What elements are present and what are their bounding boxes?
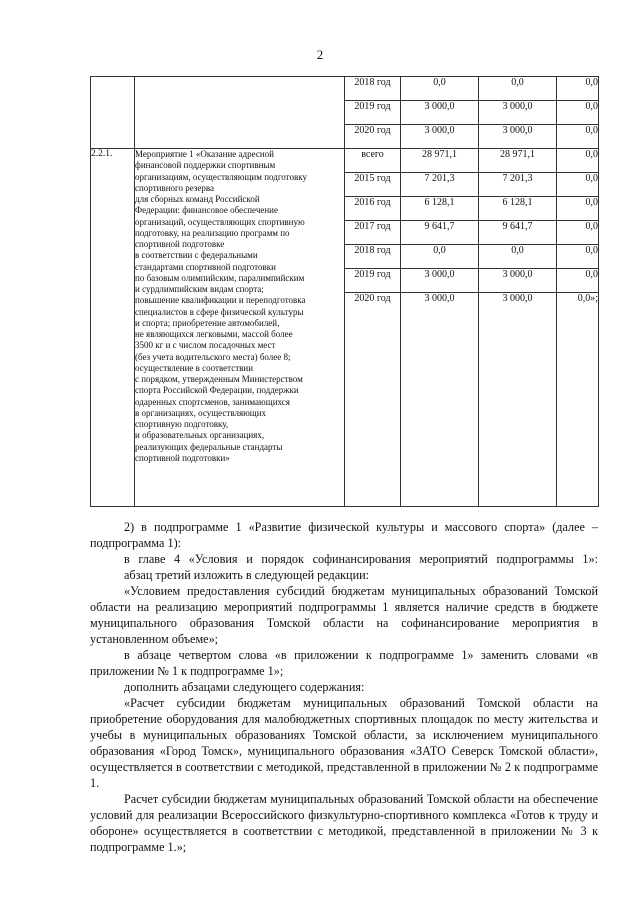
regional-value-cell: 3 000,0 [479, 293, 557, 507]
page-number: 2 [316, 47, 324, 62]
measure-description: Мероприятие 1 «Оказание адресной финансовой поддержки спортивным организациям, осуществляющим подготовку спортивного резерва для сборных команд Российской Федерации: финансовое обеспечение организаций, осуществляющих спортивную подготовку, на реализацию программ по спортивной подготовке в соответствии с федеральными стандартами спортивной подготовки по базовым олимпийским, паралимпийским и сурдлимпийским видам спорта; повышение квалификации и переподготовка специалистов в сфере физической культуры и спорта; приобретение автомобилей, не являющихся легковыми, массой более 3500 кг и с числом посадочных мест (без учета водительского места) более 8; осуществление в соответствии с порядком, утвержденным Министерством спорта Российской Федерации, поддержки одаренных спортсменов, занимающихся в организациях, осуществляющих спортивную подготовку, и образовательных организациях, реализующих федеральные стандарты спортивной подготовки» [135, 149, 345, 507]
regional-value-cell: 3 000,0 [479, 101, 557, 125]
regional-value-cell: 6 128,1 [479, 197, 557, 221]
total-value-cell: 6 128,1 [401, 197, 479, 221]
table-row [91, 77, 599, 101]
other-value-cell: 0,0 [557, 77, 599, 101]
total-value-cell: 0,0 [401, 77, 479, 101]
paragraph-gto: Расчет субсидии бюджетам муниципальных образований Томской области на обеспечение условий для реализации Всероссийского физкультурно-спортивного комплекса «Готов к труду и обороне» осуществляется в соответствии с методикой, представленной в приложении № 3 к подпрограмме 1.»; [90, 792, 598, 854]
paragraph-replace: в абзаце четвертом слова «в приложении к подпрограмме 1» заменить словами «в приложении № 1 к подпрограмме 1»; [90, 648, 598, 678]
other-value-cell: 0,0 [557, 101, 599, 125]
total-value-cell: 28 971,1 [401, 149, 479, 173]
regional-value-cell: 0,0 [479, 245, 557, 269]
regional-value-cell: 3 000,0 [479, 269, 557, 293]
other-value-cell: 0,0»; [557, 293, 599, 507]
regional-value-cell: 9 641,7 [479, 221, 557, 245]
measure-number: 2.2.1. [91, 149, 135, 507]
body-text [90, 519, 598, 855]
regional-value-cell: 28 971,1 [479, 149, 557, 173]
paragraph-chapter: в главе 4 «Условия и порядок софинансирования мероприятий подпрограммы 1»: [124, 552, 598, 566]
paragraph-equipment: «Расчет субсидии бюджетам муниципальных образований Томской области на приобретение оборудования для малобюджетных спортивных площадок по месту жительства и учебы в муниципальных образованиях Томской области, за исключением муниципального образования «Город Томск», муниципального образования «ЗАТО Северск Томской области», осуществляется в соответствии с методикой, представленной в приложении № 2 к подпрограмме 1. [90, 696, 598, 790]
year-cell: 2018 год [345, 245, 401, 269]
year-cell: 2019 год [345, 101, 401, 125]
other-value-cell: 0,0 [557, 149, 599, 173]
year-cell: всего [345, 149, 401, 173]
year-cell: 2019 год [345, 269, 401, 293]
total-value-cell: 7 201,3 [401, 173, 479, 197]
other-value-cell: 0,0 [557, 125, 599, 149]
year-cell: 2016 год [345, 197, 401, 221]
other-value-cell: 0,0 [557, 173, 599, 197]
paragraph-subprogram: 2) в подпрограмме 1 «Развитие физической культуры и массового спорта» (далее – подпрограмма 1): [90, 520, 598, 550]
regional-value-cell: 7 201,3 [479, 173, 557, 197]
year-cell: 2020 год [345, 125, 401, 149]
year-cell: 2018 год [345, 77, 401, 101]
regional-value-cell: 3 000,0 [479, 125, 557, 149]
other-value-cell: 0,0 [557, 269, 599, 293]
total-value-cell: 3 000,0 [401, 101, 479, 125]
year-cell: 2015 год [345, 173, 401, 197]
regional-value-cell: 0,0 [479, 77, 557, 101]
year-cell: 2017 год [345, 221, 401, 245]
other-value-cell: 0,0 [557, 197, 599, 221]
other-value-cell: 0,0 [557, 221, 599, 245]
total-value-cell: 9 641,7 [401, 221, 479, 245]
total-value-cell: 3 000,0 [401, 269, 479, 293]
total-value-cell: 0,0 [401, 245, 479, 269]
paragraph-condition: «Условием предоставления субсидий бюджетам муниципальных образований Томской области на реализацию мероприятий подпрограммы 1 является наличие средств в бюджете муниципального образования Томской области на софинансирование мероприятия в установленном объеме»; [90, 584, 598, 646]
total-value-cell: 3 000,0 [401, 293, 479, 507]
empty-desc-cell [135, 77, 345, 149]
empty-num-cell [91, 77, 135, 149]
total-value-cell: 3 000,0 [401, 125, 479, 149]
paragraph-supplement: дополнить абзацами следующего содержания: [124, 680, 365, 694]
funding-table [90, 76, 599, 507]
paragraph-instruction: абзац третий изложить в следующей редакции: [124, 568, 370, 582]
table-row [91, 149, 599, 173]
other-value-cell: 0,0 [557, 245, 599, 269]
year-cell: 2020 год [345, 293, 401, 507]
